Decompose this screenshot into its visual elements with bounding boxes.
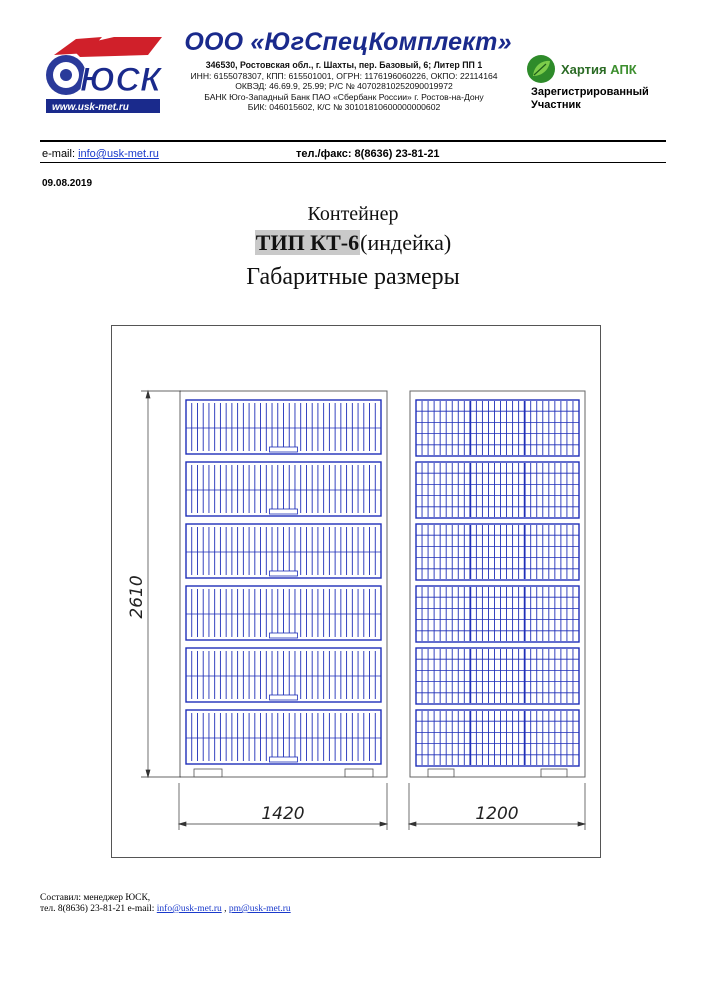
company-bank: БАНК Юго-Западный Банк ПАО «Сбербанк России» г. Ростов-на-Дону	[204, 91, 484, 102]
side-frame	[410, 391, 585, 777]
front-tier	[186, 524, 381, 578]
email-link[interactable]: info@usk-met.ru	[78, 148, 159, 160]
footer-contacts	[40, 904, 291, 914]
title-line-2	[0, 230, 706, 256]
side-width-dimension-label: 1200	[475, 804, 519, 824]
container-type: ТИП КТ-6	[255, 230, 360, 255]
partner-name-main: Хартия	[561, 62, 611, 77]
side-tier	[416, 400, 579, 456]
company-logo	[40, 33, 166, 118]
container-variant: (индейка)	[360, 230, 452, 255]
side-tier	[416, 648, 579, 704]
title-line-3: Габаритные размеры	[246, 264, 460, 290]
front-view	[180, 391, 387, 777]
partner-name-apk: АПК	[610, 62, 637, 77]
side-foot-right	[541, 769, 567, 777]
footer-email-2[interactable]: pm@usk-met.ru	[228, 904, 291, 914]
contact-email	[42, 148, 159, 160]
front-width-dimension-label: 1420	[261, 804, 305, 824]
tier-handle	[270, 695, 298, 700]
company-requisites	[170, 60, 518, 113]
side-tier	[416, 524, 579, 580]
side-view	[410, 391, 585, 777]
document-date: 09.08.2019	[42, 178, 93, 189]
front-tier	[186, 710, 381, 764]
drawing-frame	[112, 326, 601, 858]
logo-url: www.usk-met.ru	[52, 102, 129, 113]
header-divider-bottom	[40, 162, 666, 163]
company-bik: БИК: 046015602, К/С № 30101810600000000602	[247, 102, 441, 113]
footer-phone: тел. 8(8636) 23-81-21 e-mail:	[40, 904, 157, 914]
title-line-1: Контейнер	[307, 203, 399, 225]
partner-name	[561, 62, 637, 77]
front-tier	[186, 400, 381, 454]
partner-status: Зарегистрированный Участник	[531, 86, 649, 111]
footer-author: Составил: менеджер ЮСК,	[40, 893, 151, 903]
footer-separator: ,	[221, 904, 229, 914]
front-tier	[186, 586, 381, 640]
front-tier	[186, 462, 381, 516]
side-tier	[416, 462, 579, 518]
side-foot-left	[428, 769, 454, 777]
side-tier	[416, 586, 579, 642]
tier-handle	[270, 633, 298, 638]
company-okved: ОКВЭД: 46.69.9, 25.99; Р/С № 40702810252090019972	[235, 81, 453, 92]
company-inn: ИНН: 6155078307, КПП: 615501001, ОГРН: 1176196060226, ОКПО: 22114164	[190, 70, 498, 81]
front-foot-left	[194, 769, 222, 777]
footer-email-1[interactable]: info@usk-met.ru	[156, 904, 222, 914]
company-name: ООО «ЮгСпецКомплект»	[184, 28, 512, 56]
contact-phone: тел./факс: 8(8636) 23-81-21	[296, 148, 440, 160]
tier-handle	[270, 447, 298, 452]
leaf-icon	[526, 54, 556, 84]
tier-handle	[270, 757, 298, 762]
front-foot-right	[345, 769, 373, 777]
logo-text: ЮСК	[80, 61, 161, 99]
tier-handle	[270, 571, 298, 576]
header-divider-top	[40, 140, 666, 142]
height-dimension-label: 2610	[127, 575, 147, 619]
email-label: e-mail:	[42, 148, 79, 160]
tier-handle	[270, 509, 298, 514]
company-address: 346530, Ростовская обл., г. Шахты, пер. Базовый, 6; Литер ПП 1	[205, 60, 483, 70]
side-tier	[416, 710, 579, 766]
front-tier	[186, 648, 381, 702]
dimension-drawing	[111, 325, 601, 858]
